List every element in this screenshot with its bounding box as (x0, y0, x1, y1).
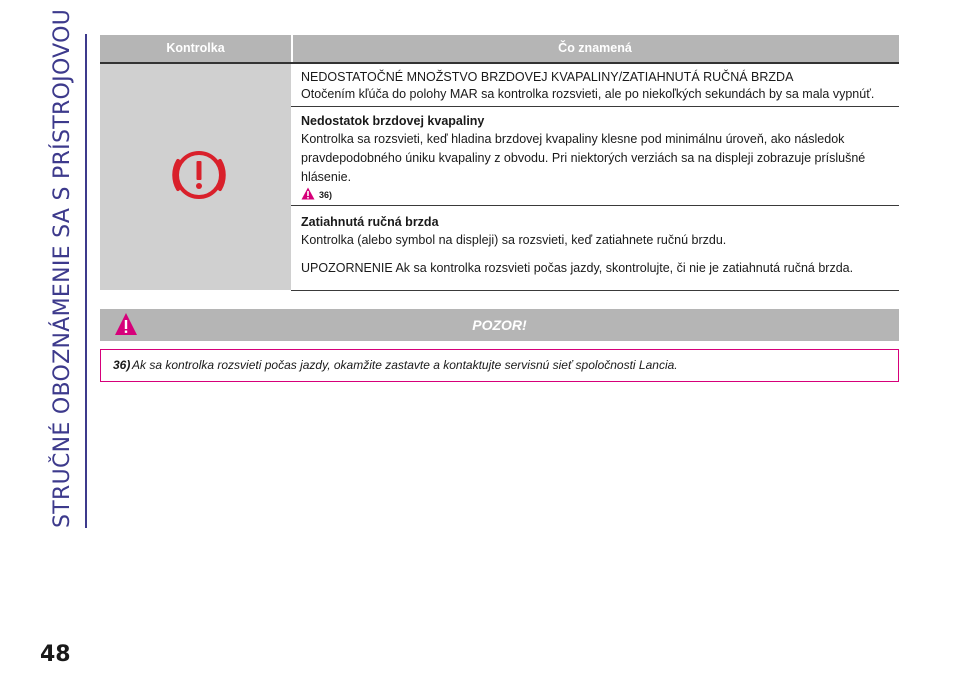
warning-triangle-icon (114, 312, 138, 336)
warning-ref-number[interactable]: 36) (319, 190, 333, 200)
header-meaning: Čo znamená (558, 41, 632, 55)
row-fluid-text-1: Kontrolka sa rozsvieti, keď hladina brzdovej kvapaliny klesne pod minimálnu úroveň, ako následok (301, 132, 845, 146)
row-handbrake (291, 206, 899, 291)
row-fluid-text-2: pravdepodobného úniku kvapaliny z obvodu. Pri niektorých verziách sa na displeji zobrazuje príslušné (301, 151, 866, 165)
warning-title: POZOR! (472, 317, 527, 333)
row-handbrake-text: Kontrolka (alebo symbol na displeji) sa rozsvieti, keď zatiahnete ručnú brzdu. (301, 233, 727, 247)
row-general-heading: NEDOSTATOČNÉ MNOŽSTVO BRZDOVEJ KVAPALINY/ZATIAHNUTÁ RUČNÁ BRZDA (301, 70, 794, 84)
header-kontrolka: Kontrolka (166, 41, 225, 55)
warning-ref-icon (301, 187, 315, 200)
row-handbrake-heading: Zatiahnutá ručná brzda (301, 215, 439, 229)
row-fluid (291, 107, 899, 206)
brake-warning-icon (168, 144, 230, 206)
row-general (291, 64, 899, 107)
row-fluid-heading: Nedostatok brzdovej kvapaliny (301, 114, 485, 128)
warning-header (100, 309, 899, 341)
warning-number: 36) (113, 358, 131, 372)
row-general-text: Otočením kľúča do polohy MAR sa kontrolka rozsvieti, ale po niekoľkých sekundách by sa mala vypnúť. (301, 87, 875, 101)
section-title: STRUČNÉ OBOZNÁMENIE SA S PRÍSTROJOVOU (50, 8, 75, 528)
section-rule (85, 34, 87, 528)
row-fluid-text-3: hlásenie. (301, 170, 352, 184)
table-header (100, 35, 899, 64)
page-number: 48 (40, 642, 71, 667)
warning-box (100, 349, 899, 382)
row-handbrake-note: UPOZORNENIE Ak sa kontrolka rozsvieti počas jazdy, skontrolujte, či nie je zatiahnutá ručná brzda. (301, 261, 854, 275)
indicator-cell (100, 64, 291, 290)
warning-text: Ak sa kontrolka rozsvieti počas jazdy, okamžite zastavte a kontaktujte servisnú sieť spoločnosti Lancia. (132, 358, 678, 372)
